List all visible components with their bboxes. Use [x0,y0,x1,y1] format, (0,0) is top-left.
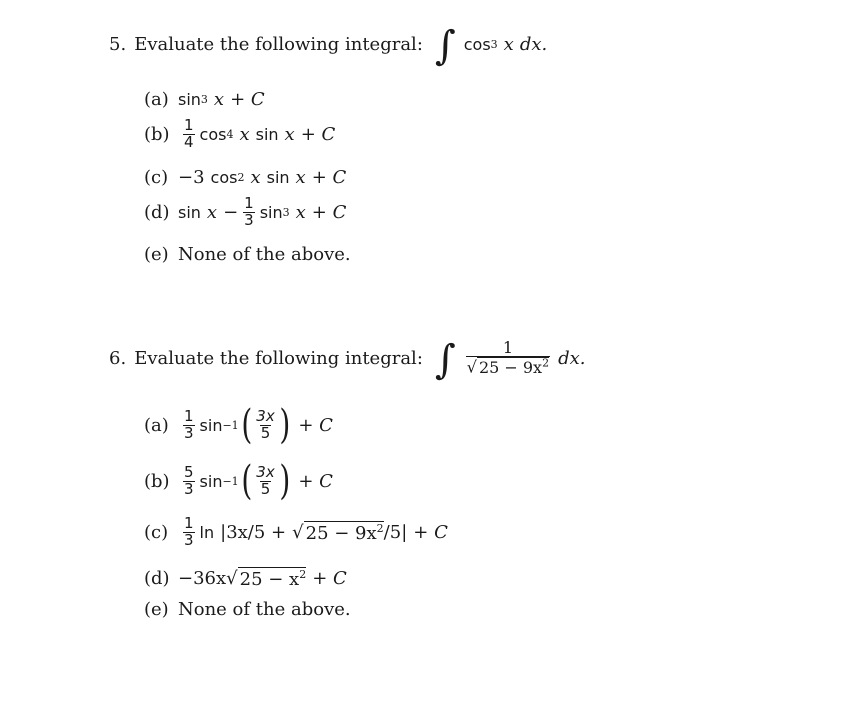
variable: x [295,167,306,188]
integrand-function: cos [463,34,491,54]
function-name: sin [255,124,279,144]
question-text: Evaluate the following integral: [134,347,423,369]
option-text: None of the above. [178,244,351,265]
exponent: 4 [226,127,234,141]
q6-option-e [144,599,351,620]
left-paren: ( [241,402,252,448]
constant: + C [312,568,347,589]
variable: x [284,123,295,145]
question-number: 6. [109,347,127,369]
exponent: 3 [200,93,208,106]
option-label: (b) [144,123,170,145]
q5-option-c [144,167,346,188]
variable: x [213,89,225,110]
integral-sign: ∫ [434,337,456,383]
question-text: Evaluate the following integral: [134,33,423,55]
question-5-prompt [109,23,548,69]
abs-close: /5| [383,521,408,543]
function-name: sin [199,471,223,491]
option-text: None of the above. [178,599,351,620]
coefficient-fraction [183,462,195,498]
option-label: (d) [144,568,170,589]
numerator: 1 [502,337,513,357]
question-6-prompt [109,337,586,383]
constant: + C [413,521,448,543]
variable: x [295,201,306,223]
denominator [466,356,550,376]
function-name: sin [199,415,223,435]
denominator: 3 [184,530,194,549]
function-name: sin [259,202,283,222]
coefficient-fraction [183,118,195,151]
radicand: $25 - 9x^2$ [478,356,550,377]
option-label: (e) [144,599,169,620]
coefficient-fraction [243,196,255,229]
coefficient: −36x [178,568,227,589]
function-name: ln [199,522,215,542]
q6-option-b [144,458,333,504]
exponent: −1 [222,474,239,488]
constant: + C [298,470,333,492]
exponent: 2 [237,171,245,184]
numerator: 1 [244,194,254,212]
denominator: 3 [184,479,194,498]
constant: + C [311,167,347,188]
denominator: 5 [260,479,271,498]
q5-option-e [144,244,351,265]
coefficient-fraction [183,516,195,549]
radicand: $25 - x^2$ [239,568,307,590]
q6-option-d [144,567,347,590]
q5-option-b [144,118,335,151]
differential: dx. [558,347,586,369]
coefficient-fraction [183,406,195,442]
option-label: (c) [144,167,169,188]
function-name: sin [266,168,290,187]
denominator: 5 [260,423,271,442]
sqrt-icon: √ [466,357,477,377]
q6-option-a [144,402,333,448]
question-number: 5. [109,33,127,55]
function-name: sin [178,90,201,109]
coefficient: −3 [178,167,205,188]
constant: + C [300,123,336,145]
numerator: 3x [256,406,275,425]
variable: x [250,167,261,188]
integral-sign: ∫ [434,23,456,69]
denominator: 3 [244,210,254,229]
abs-open: |3x/5 + [220,521,287,543]
function-name: cos [210,168,238,187]
denominator: 4 [184,132,194,151]
argument-fraction [255,462,275,498]
option-label: (b) [144,470,170,492]
numerator: 1 [184,116,194,134]
left-paren: ( [241,458,252,504]
option-label: (a) [144,414,169,436]
constant: + C [230,89,265,110]
function-name: cos [199,124,227,144]
sqrt-icon: √ [226,568,238,589]
denominator: 3 [184,423,194,442]
exponent: 3 [282,205,290,219]
option-label: (d) [144,201,170,223]
variable: x [206,201,218,223]
q5-option-a [144,89,265,110]
argument-fraction [255,406,275,442]
numerator: 1 [184,406,194,425]
integrand-variable: x [503,33,514,55]
integrand-fraction [466,337,550,377]
constant: + C [311,201,347,223]
function-name: sin [178,202,201,222]
numerator: 3x [256,462,275,481]
integrand-exponent: 3 [490,37,498,51]
q6-option-c [144,516,448,549]
variable: x [239,123,250,145]
constant: + C [298,414,333,436]
exponent: −1 [222,418,239,432]
right-paren: ) [279,402,290,448]
numerator: 1 [184,514,194,532]
option-label: (c) [144,521,169,543]
numerator: 5 [184,462,194,481]
option-label: (a) [144,89,169,110]
option-label: (e) [144,244,169,265]
q5-option-d [144,196,346,229]
differential: dx. [519,33,548,55]
right-paren: ) [279,458,290,504]
minus-sign: − [223,201,239,223]
sqrt-icon: √ [292,521,304,543]
radicand: $25 - 9x^2$ [305,521,384,544]
